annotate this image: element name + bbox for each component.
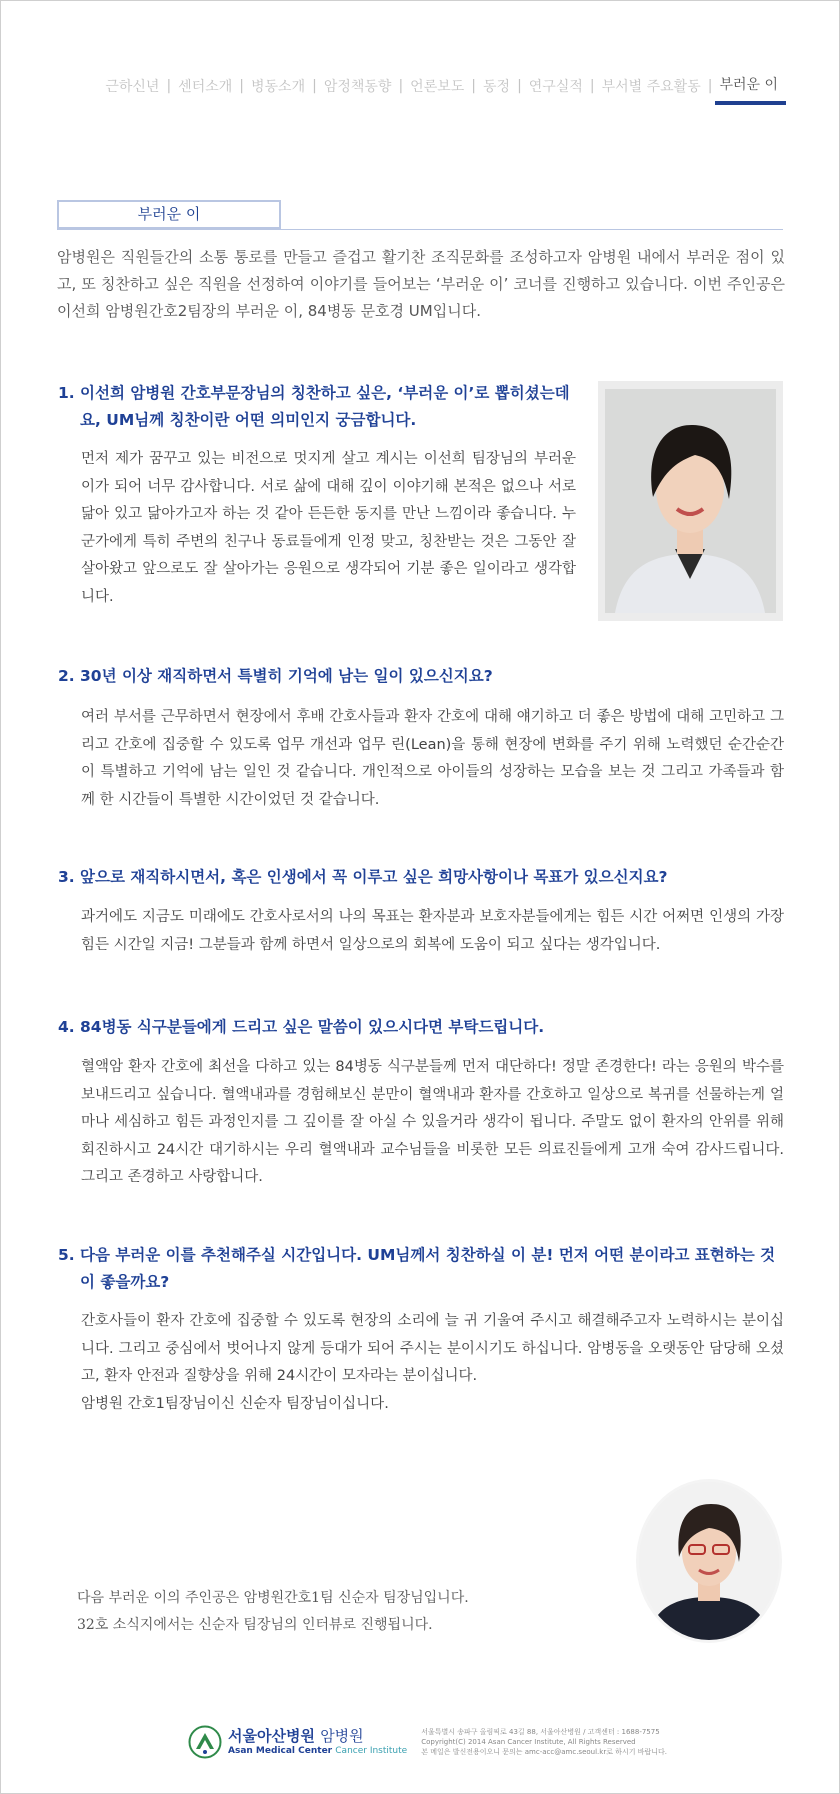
next-notice-line1: 다음 부러운 이의 주인공은 암병원간호1팀 신순자 팀장님입니다. — [77, 1590, 469, 1606]
nav-item-center[interactable]: 센터소개 — [178, 78, 233, 95]
nav-item-new-year[interactable]: 근하신년 — [105, 78, 160, 95]
nav-item-press[interactable]: 언론보도 — [410, 78, 465, 95]
footer-notice: 본 메일은 발신전용이오니 문의는 amc-acc@amc.seoul.kr로 하시기 바랍니다. — [421, 1748, 667, 1756]
footer-logo-text — [228, 1727, 407, 1757]
next-notice — [77, 1585, 469, 1639]
question-2: 2. 30년 이상 재직하면서 특별히 기억에 남는 일이 있으신지요? — [58, 667, 493, 685]
person-portrait-icon — [605, 389, 776, 613]
nav-item-envied[interactable]: 부러운 이 — [715, 74, 782, 97]
section-title: 부러운 이 — [57, 200, 281, 229]
answer-3: 과거에도 지금도 미래에도 간호사로서의 나의 목표는 환자분과 보호자분들에게는 힘든 시간 어쩌면 인생의 가장 힘든 시간일 지금! 그분들과 함께 하면서 일상으로의 회복에 도움이 되고 싶다는 생각입니다. — [81, 909, 784, 953]
section-intro: 암병원은 직원들간의 소통 통로를 만들고 즐겁고 활기찬 조직문화를 조성하고자 암병원 내에서 부러운 점이 있고, 또 칭찬하고 싶은 직원을 선정하여 이야기를 들어보는 ‘부러운 이’ 코너를 진행하고 있습니다. 이번 주인공은 이선희 암병원간호2팀장의 부러운 이, 84병동 문호경 UM입니다. — [57, 248, 785, 320]
question-5: 5. 다음 부러운 이를 추천해주실 시간입니다. UM님께서 칭찬하실 이 분! 먼저 어떤 분이라고 표현하는 것이 좋을까요? — [58, 1246, 776, 1291]
footer-address: 서울특별시 송파구 올림픽로 43길 88, 서울아산병원 / 고객센터 : 1688-7575 — [421, 1728, 660, 1736]
footer-hospital-en: Asan Medical Center — [228, 1746, 333, 1756]
nav-item-news[interactable]: 동정 — [483, 78, 511, 95]
interviewee-photo — [598, 381, 783, 621]
nav-item-policy[interactable]: 암정책동향 — [323, 78, 392, 95]
top-nav: 근하신년 | 센터소개 | 병동소개 | 암정책동향 | 언론보도 | 동정 | 연구실적 | 부서별 주요활동 | 부러운 이 — [101, 74, 782, 97]
footer-cancer-en: Cancer Institute — [335, 1746, 408, 1756]
footer-hospital-kr: 서울아산병원 — [228, 1727, 315, 1745]
footer-copyright: Copyright(C) 2014 Asan Cancer Institute, All Rights Reserved — [421, 1738, 636, 1746]
hospital-logo-icon — [188, 1725, 222, 1759]
question-4: 4. 84병동 식구분들에게 드리고 싶은 말씀이 있으시다면 부탁드립니다. — [58, 1018, 545, 1036]
person-portrait-icon — [639, 1482, 779, 1640]
next-notice-line2: 32호 소식지에서는 신순자 팀장님의 인터뷰로 진행됩니다. — [77, 1617, 433, 1633]
footer-contact — [421, 1727, 667, 1757]
nav-item-ward[interactable]: 병동소개 — [251, 78, 306, 95]
section-divider — [57, 229, 783, 230]
nav-item-activities[interactable]: 부서별 주요활동 — [601, 78, 701, 95]
footer-cancer-kr: 암병원 — [320, 1727, 364, 1745]
nav-item-research[interactable]: 연구실적 — [528, 78, 583, 95]
answer-2: 여러 부서를 근무하면서 현장에서 후배 간호사들과 환자 간호에 대해 얘기하고 더 좋은 방법에 대해 고민하고 그리고 간호에 집중할 수 있도록 업무 개선과 업무 린(Lean)을 통해 현장에 변화를 주기 위해 노력했던 순간순간이 특별하고 기억에 남는 일인 것 같습니다. 개인적으로 아이들의 성장하는 모습을 보는 것 그리고 가족들과 함께 한 시간들이 특별한 시간이었던 것 같습니다. — [81, 709, 784, 808]
answer-4: 혈액암 환자 간호에 최선을 다하고 있는 84병동 식구분들께 먼저 대단하다! 정말 존경한다! 라는 응원의 박수를 보내드리고 싶습니다. 혈액내과를 경험해보신 분만이 혈액내과 환자를 간호하고 일상으로 복귀를 선물하는게 얼마나 세심하고 힘든 과정인지를 그 깊이를 잘 아실 수 있을거라 생각이 됩니다. 주말도 없이 환자의 안위를 위해 회진하시고 24시간 대기하시는 우리 혈액내과 교수님들을 비롯한 모든 의료진들에게 고개 숙여 감사드립니다. 그리고 존경하고 사랑합니다. — [81, 1059, 784, 1185]
question-1: 1. 이선희 암병원 간호부문장님의 칭찬하고 싶은, ‘부러운 이’로 뽑히셨는데요, UM님께 칭찬이란 어떤 의미인지 궁금합니다. — [58, 384, 570, 429]
answer-5-text: 간호사들이 환자 간호에 집중할 수 있도록 현장의 소리에 늘 귀 기울여 주시고 해결해주고자 노력하시는 분이십니다. 그리고 중심에서 벗어나지 않게 등대가 되어 주시는 분이시기도 하십니다. 암병동을 오랫동안 담당해 오셨고, 환자 안전과 질향상을 위해 24시간이 모자라는 분이십니다. — [81, 1313, 784, 1384]
footer — [188, 1725, 667, 1759]
next-interviewee-photo — [636, 1479, 782, 1643]
answer-1: 먼저 제가 꿈꾸고 있는 비전으로 멋지게 살고 계시는 이선희 팀장님의 부러운 이가 되어 너무 감사합니다. 서로 삶에 대해 깊이 이야기해 본적은 없으나 서로 닮아 있고 닮아가고자 하는 것 같아 든든한 동지를 만난 느낌이라 좋습니다. 누군가에게 특히 주변의 친구나 동료들에게 인정 맞고, 칭찬받는 것은 그동안 잘 살아왔고 앞으로도 잘 살아가는 응원으로 생각되어 기분 좋은 일이라고 생각합니다. — [81, 451, 576, 605]
answer-5 — [81, 1308, 784, 1418]
answer-5-recommendee: 암병원 간호1팀장님이신 신순자 팀장님이십니다. — [81, 1395, 389, 1412]
question-3: 3. 앞으로 재직하시면서, 혹은 인생에서 꼭 이루고 싶은 희망사항이나 목표가 있으신지요? — [58, 868, 668, 886]
